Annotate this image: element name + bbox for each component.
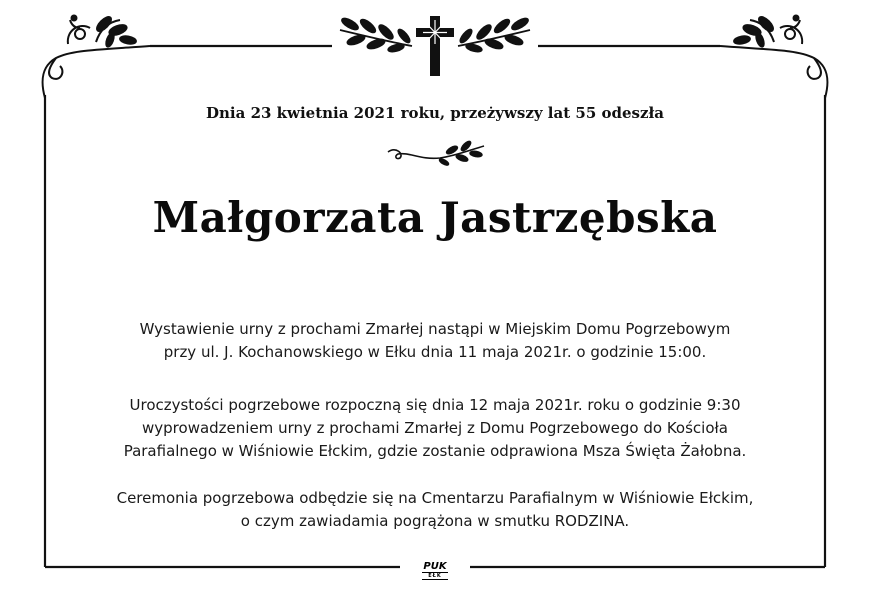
laurel-left-icon xyxy=(340,16,412,52)
paragraph-line: o czym zawiadamia pogrążona w smutku RODZINA. xyxy=(240,512,630,530)
cross-icon xyxy=(416,16,454,76)
laurel-right-icon xyxy=(458,16,530,52)
paragraph-line: przy ul. J. Kochanowskiego w Ełku dnia 11 maja 2021r. o godzinie 15:00. xyxy=(163,343,707,361)
puk-logo xyxy=(416,562,454,580)
paragraph-line: wyprowadzeniem urny z prochami Zmarłej z Domu Pogrzebowego do Kościoła xyxy=(142,419,728,437)
paragraph-line: Uroczystości pogrzebowe rozpoczną się dnia 12 maja 2021r. roku o godzinie 9:30 xyxy=(129,396,741,414)
intro-line: Dnia 23 kwietnia 2021 roku, przeżywszy lat 55 odeszła xyxy=(206,104,664,122)
branch-divider-icon xyxy=(388,140,484,166)
paragraph-ceremony xyxy=(60,394,810,463)
paragraph-viewing xyxy=(60,318,810,364)
deceased-name: Małgorzata Jastrzębska xyxy=(152,193,718,242)
paragraph-burial xyxy=(60,487,810,533)
logo-sub: EŁK xyxy=(422,572,448,580)
logo-main: PUK xyxy=(423,561,447,572)
paragraph-line: Parafialnego w Wiśniowie Ełckim, gdzie zostanie odprawiona Msza Święta Żałobna. xyxy=(123,442,747,460)
flourish-right-icon xyxy=(720,15,827,98)
paragraph-line: Wystawienie urny z prochami Zmarłej nastąpi w Miejskim Domu Pogrzebowym xyxy=(139,320,731,338)
paragraph-line: Ceremonia pogrzebowa odbędzie się na Cmentarzu Parafialnym w Wiśniowie Ełckim, xyxy=(116,489,754,507)
flourish-left-icon xyxy=(43,15,150,98)
